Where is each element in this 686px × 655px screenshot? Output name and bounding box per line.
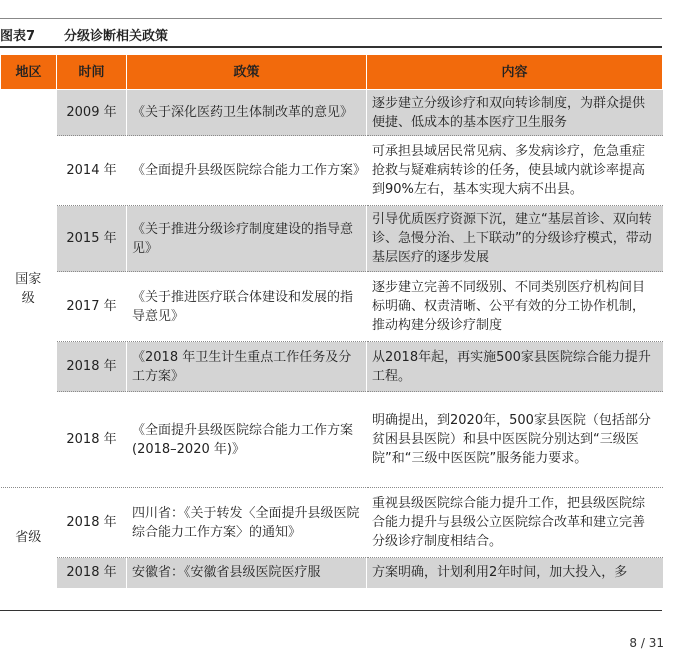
- figure-title: 分级诊断相关政策: [64, 29, 169, 44]
- policy-cell: 《2018 年卫生计生重点工作任务及分工方案》: [127, 342, 367, 392]
- policy-table: [0, 54, 663, 588]
- time-cell: 2017 年: [57, 272, 127, 342]
- time-cell: 2018 年: [57, 488, 127, 558]
- table-row: [1, 90, 663, 136]
- content-cell: 重视县级医院综合能力提升工作，把县级医院综合能力提升与县级公立医院综合改革和建立完善分级诊疗制度相结合。: [367, 488, 663, 558]
- content-cell: 逐步建立完善不同级别、不同类别医疗机构间目标明确、权责清晰、公平有效的分工协作机制，推动构建分级诊疗制度: [367, 272, 663, 342]
- table-row: [1, 488, 663, 558]
- time-cell: 2015 年: [57, 206, 127, 272]
- table-row: [1, 392, 663, 488]
- time-cell: 2018 年: [57, 342, 127, 392]
- figure-title-rule: [0, 46, 662, 48]
- table-header-row: [1, 55, 663, 90]
- figure-header: [0, 25, 662, 45]
- content-cell: 从2018年起，再实施500家县医院综合能力提升工程。: [367, 342, 663, 392]
- time-cell: 2014 年: [57, 136, 127, 206]
- table-row: [1, 206, 663, 272]
- region-label-national: 国家级: [15, 271, 42, 306]
- time-cell: 2009 年: [57, 90, 127, 136]
- policy-cell: 《关于推进分级诊疗制度建设的指导意见》: [127, 206, 367, 272]
- header-region: 地区: [1, 55, 57, 90]
- region-cell-provincial: [1, 488, 57, 588]
- table-row: [1, 558, 663, 588]
- content-cell: 明确提出，到2020年，500家县医院（包括部分贫困县县医院）和县中医医院分别达到“三级医院”和“三级中医医院”服务能力要求。: [367, 392, 663, 488]
- top-rule: [0, 18, 662, 19]
- time-cell: 2018 年: [57, 558, 127, 588]
- region-label-provincial: 省级: [15, 530, 42, 546]
- table-row: [1, 136, 663, 206]
- content-cell: 方案明确，计划利用2年时间，加大投入，多: [367, 558, 663, 588]
- header-content: 内容: [367, 55, 663, 90]
- figure-label: 图表7: [0, 29, 36, 44]
- region-cell-national: [1, 90, 57, 488]
- policy-cell: 《关于推进医疗联合体建设和发展的指导意见》: [127, 272, 367, 342]
- content-cell: 可承担县域居民常见病、多发病诊疗，危急重症抢救与疑难病转诊的任务，使县域内就诊率提高到90%左右，基本实现大病不出县。: [367, 136, 663, 206]
- footer-rule: [0, 610, 662, 611]
- policy-cell: 《全面提升县级医院综合能力工作方案》: [127, 136, 367, 206]
- content-cell: 引导优质医疗资源下沉，建立“基层首诊、双向转诊、急慢分治、上下联动”的分级诊疗模式，带动基层医疗的逐步发展: [367, 206, 663, 272]
- table-row: [1, 272, 663, 342]
- header-time: 时间: [57, 55, 127, 90]
- page-number: 8 / 31: [629, 636, 664, 650]
- table-row: [1, 342, 663, 392]
- header-policy: 政策: [127, 55, 367, 90]
- content-cell: 逐步建立分级诊疗和双向转诊制度，为群众提供便捷、低成本的基本医疗卫生服务: [367, 90, 663, 136]
- policy-cell: 《关于深化医药卫生体制改革的意见》: [127, 90, 367, 136]
- time-cell: 2018 年: [57, 392, 127, 488]
- policy-cell: 安徽省：《安徽省县级医院医疗服: [127, 558, 367, 588]
- policy-cell: 四川省：《关于转发〈全面提升县级医院综合能力工作方案〉的通知》: [127, 488, 367, 558]
- policy-cell: 《全面提升县级医院综合能力工作方案(2018–2020 年)》: [127, 392, 367, 488]
